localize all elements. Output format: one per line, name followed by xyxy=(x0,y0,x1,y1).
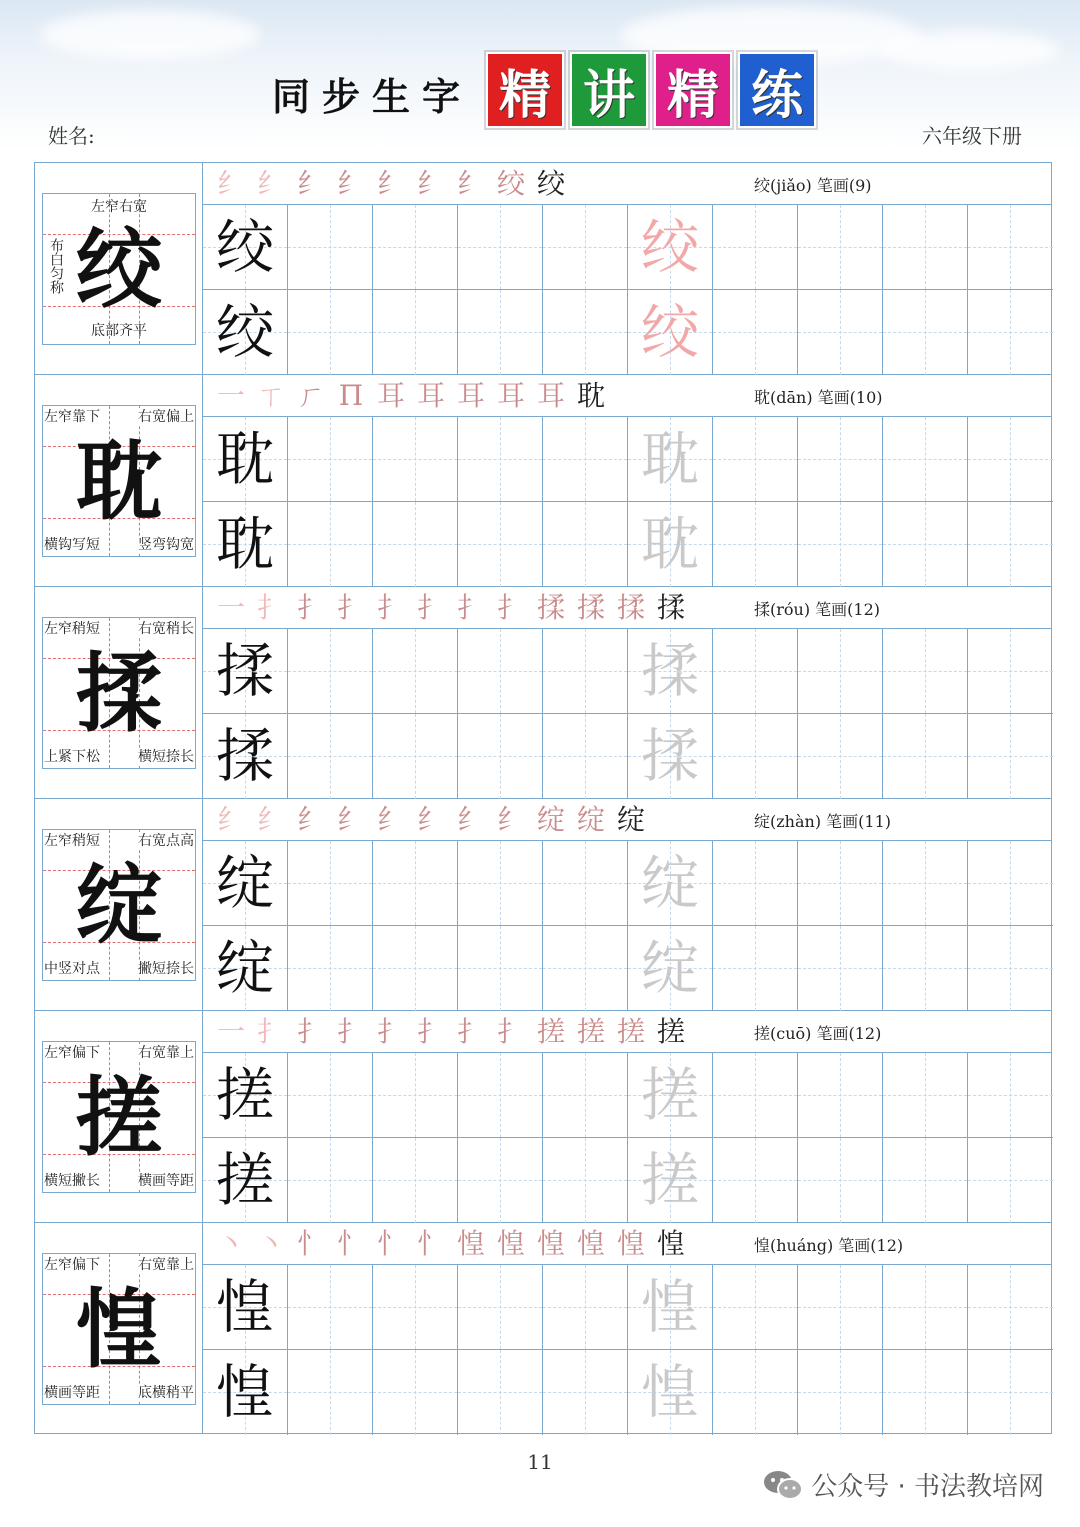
stroke-step: 扌 xyxy=(496,591,525,624)
stroke-step: 扌 xyxy=(256,1015,285,1048)
structure-tip: 底部齐平 xyxy=(91,323,147,339)
writing-cell[interactable] xyxy=(713,417,798,502)
writing-cell[interactable] xyxy=(458,205,543,290)
writing-cell[interactable] xyxy=(713,1265,798,1350)
stroke-step: 纟 xyxy=(296,167,325,200)
stroke-step: 惶 xyxy=(576,1227,605,1260)
writing-cell[interactable] xyxy=(713,714,798,799)
writing-cell[interactable] xyxy=(628,417,713,502)
writing-cell[interactable] xyxy=(543,714,628,799)
stroke-step: 扌 xyxy=(456,591,485,624)
writing-cell[interactable] xyxy=(883,502,968,587)
writing-cell[interactable] xyxy=(798,714,883,799)
wechat-icon xyxy=(763,1469,803,1501)
structure-tip: 竖弯钩宽 xyxy=(138,537,194,553)
stroke-step: 绽 xyxy=(536,803,565,836)
character-info-panel xyxy=(35,587,203,798)
writing-cell[interactable] xyxy=(968,1053,1053,1138)
writing-cell[interactable] xyxy=(203,629,288,714)
writing-cell[interactable] xyxy=(713,290,798,375)
stroke-step: 惶 xyxy=(536,1227,565,1260)
structure-tip: 右宽点高 xyxy=(138,833,194,849)
writing-cell[interactable] xyxy=(373,841,458,926)
structure-tip: 左窄偏下 xyxy=(44,1045,100,1061)
stroke-step: 扌 xyxy=(416,1015,445,1048)
writing-cell[interactable] xyxy=(373,1350,458,1435)
writing-cell[interactable] xyxy=(968,714,1053,799)
model-character: 绽 xyxy=(76,855,162,956)
stroke-step: 耳 xyxy=(416,379,445,412)
stroke-order-row xyxy=(203,375,1051,417)
stroke-step: 搓 xyxy=(616,1015,645,1048)
stroke-step: ㄏ xyxy=(296,379,325,412)
watermark xyxy=(763,1466,1044,1503)
watermark-text: 公众号 · 书法教培网 xyxy=(811,1472,1044,1502)
stroke-step: 忄 xyxy=(416,1227,445,1260)
page-number: 11 xyxy=(527,1450,553,1474)
writing-cell[interactable] xyxy=(968,1265,1053,1350)
writing-cell[interactable] xyxy=(288,926,373,1011)
character-block xyxy=(35,163,1051,375)
stroke-step: 耳 xyxy=(536,379,565,412)
example-character: 搓 xyxy=(215,1061,274,1129)
writing-cell[interactable] xyxy=(883,417,968,502)
stroke-step: 耽 xyxy=(576,379,605,412)
writing-cell[interactable] xyxy=(203,502,288,587)
writing-cell[interactable] xyxy=(968,841,1053,926)
pinyin-stroke-count: 惶(huáng) 笔画(12) xyxy=(754,1236,904,1255)
writing-cell[interactable] xyxy=(543,290,628,375)
writing-cell[interactable] xyxy=(883,290,968,375)
writing-cell[interactable] xyxy=(288,417,373,502)
structure-tip: 右宽靠上 xyxy=(138,1045,194,1061)
writing-cell[interactable] xyxy=(543,1053,628,1138)
writing-cell[interactable] xyxy=(968,502,1053,587)
example-character: 绞 xyxy=(215,213,274,281)
writing-cell[interactable] xyxy=(543,417,628,502)
practice-sheet xyxy=(34,162,1052,1434)
title-badge-1: 精 xyxy=(486,52,564,128)
pinyin-stroke-count: 揉(róu) 笔画(12) xyxy=(754,600,881,619)
writing-cell[interactable] xyxy=(288,205,373,290)
writing-cell[interactable] xyxy=(458,714,543,799)
writing-cell[interactable] xyxy=(628,926,713,1011)
stroke-step: 纟 xyxy=(256,803,285,836)
trace-character: 绞 xyxy=(640,213,699,281)
title-badge-2: 讲 xyxy=(570,52,648,128)
stroke-order-row xyxy=(203,163,1051,205)
writing-cell[interactable] xyxy=(203,1053,288,1138)
structure-tip: 横钩写短 xyxy=(44,537,100,553)
writing-cell[interactable] xyxy=(288,502,373,587)
writing-cell[interactable] xyxy=(203,1138,288,1223)
stroke-step: 惶 xyxy=(496,1227,525,1260)
writing-cell[interactable] xyxy=(628,290,713,375)
character-info-panel xyxy=(35,1223,203,1434)
example-character: 揉 xyxy=(215,637,274,705)
stroke-step: 搓 xyxy=(656,1015,685,1048)
writing-cell[interactable] xyxy=(288,1350,373,1435)
stroke-order-row xyxy=(203,587,1051,629)
writing-cell[interactable] xyxy=(203,205,288,290)
model-character: 耽 xyxy=(76,431,162,532)
stroke-step: 揉 xyxy=(616,591,645,624)
stroke-order-row xyxy=(203,799,1051,841)
writing-cell[interactable] xyxy=(968,417,1053,502)
example-character: 搓 xyxy=(215,1146,274,1214)
stroke-step: 一 xyxy=(216,591,245,624)
structure-card xyxy=(42,1253,196,1405)
writing-cell[interactable] xyxy=(288,1138,373,1223)
writing-cell[interactable] xyxy=(798,290,883,375)
character-block xyxy=(35,1011,1051,1223)
stroke-order-row xyxy=(203,1011,1051,1053)
writing-cell[interactable] xyxy=(543,502,628,587)
writing-cell[interactable] xyxy=(458,502,543,587)
stroke-step: 扌 xyxy=(376,591,405,624)
character-block xyxy=(35,375,1051,587)
writing-cell[interactable] xyxy=(713,205,798,290)
trace-character: 耽 xyxy=(640,425,699,493)
writing-cell[interactable] xyxy=(203,417,288,502)
stroke-step: 纟 xyxy=(376,803,405,836)
character-info-panel xyxy=(35,1011,203,1222)
writing-cell[interactable] xyxy=(288,714,373,799)
structure-tip: 左窄偏下 xyxy=(44,1257,100,1273)
stroke-step: 忄 xyxy=(336,1227,365,1260)
stroke-step: 纟 xyxy=(216,803,245,836)
writing-cell[interactable] xyxy=(883,1350,968,1435)
writing-cell[interactable] xyxy=(628,841,713,926)
writing-cell[interactable] xyxy=(543,629,628,714)
writing-cell[interactable] xyxy=(203,841,288,926)
writing-cell[interactable] xyxy=(458,841,543,926)
stroke-order-row xyxy=(203,1223,1051,1265)
writing-cell[interactable] xyxy=(798,1265,883,1350)
writing-cell[interactable] xyxy=(883,926,968,1011)
writing-cell[interactable] xyxy=(798,417,883,502)
stroke-step: 揉 xyxy=(536,591,565,624)
writing-cell[interactable] xyxy=(713,502,798,587)
writing-cell[interactable] xyxy=(628,205,713,290)
stroke-step: 扌 xyxy=(336,1015,365,1048)
stroke-step: 扌 xyxy=(296,591,325,624)
stroke-step: 丶 xyxy=(216,1227,245,1260)
writing-cell[interactable] xyxy=(373,1138,458,1223)
structure-tip: 上紧下松 xyxy=(44,749,100,765)
writing-cell[interactable] xyxy=(968,629,1053,714)
trace-character: 绽 xyxy=(640,934,699,1002)
stroke-step: 纟 xyxy=(296,803,325,836)
stroke-step: 纟 xyxy=(256,167,285,200)
writing-cell[interactable] xyxy=(288,1053,373,1138)
writing-cell[interactable] xyxy=(288,841,373,926)
stroke-step: 惶 xyxy=(456,1227,485,1260)
writing-cell[interactable] xyxy=(883,714,968,799)
stroke-step: 扌 xyxy=(456,1015,485,1048)
writing-cell[interactable] xyxy=(883,629,968,714)
structure-tip: 中竖对点 xyxy=(44,961,100,977)
writing-cell[interactable] xyxy=(458,417,543,502)
writing-cell[interactable] xyxy=(203,1265,288,1350)
structure-tip: 左窄靠下 xyxy=(44,409,100,425)
pinyin-stroke-count: 绞(jiǎo) 笔画(9) xyxy=(754,176,872,195)
writing-cell[interactable] xyxy=(798,926,883,1011)
structure-card xyxy=(42,617,196,769)
pinyin-stroke-count: 耽(dān) 笔画(10) xyxy=(754,388,883,407)
writing-cell[interactable] xyxy=(543,841,628,926)
character-block xyxy=(35,587,1051,799)
writing-cell[interactable] xyxy=(373,502,458,587)
title-badge-3: 精 xyxy=(654,52,732,128)
trace-character: 绽 xyxy=(640,849,699,917)
writing-cell[interactable] xyxy=(203,714,288,799)
writing-cell[interactable] xyxy=(628,502,713,587)
pinyin-stroke-count: 绽(zhàn) 笔画(11) xyxy=(754,812,891,831)
stroke-step: 耳 xyxy=(456,379,485,412)
writing-cell[interactable] xyxy=(628,629,713,714)
stroke-step: 搓 xyxy=(536,1015,565,1048)
structure-tip: 横画等距 xyxy=(138,1173,194,1189)
writing-cell[interactable] xyxy=(968,205,1053,290)
stroke-step: 耳 xyxy=(496,379,525,412)
example-character: 绞 xyxy=(215,298,274,366)
writing-cell[interactable] xyxy=(543,205,628,290)
writing-cell[interactable] xyxy=(798,629,883,714)
writing-cell[interactable] xyxy=(713,1350,798,1435)
model-character: 惶 xyxy=(76,1279,162,1380)
writing-cell[interactable] xyxy=(798,1350,883,1435)
writing-cell[interactable] xyxy=(628,1265,713,1350)
title-badges xyxy=(486,52,816,128)
writing-cell[interactable] xyxy=(798,841,883,926)
page-title: 同步生字 xyxy=(272,75,473,119)
trace-character: 耽 xyxy=(640,510,699,578)
writing-cell[interactable] xyxy=(458,629,543,714)
stroke-step: 搓 xyxy=(576,1015,605,1048)
stroke-step: 扌 xyxy=(336,591,365,624)
stroke-step: 纟 xyxy=(496,803,525,836)
stroke-step: 纟 xyxy=(416,803,445,836)
writing-cell[interactable] xyxy=(713,926,798,1011)
stroke-step: 惶 xyxy=(616,1227,645,1260)
writing-cell[interactable] xyxy=(458,926,543,1011)
stroke-step: 绽 xyxy=(576,803,605,836)
writing-cell[interactable] xyxy=(458,290,543,375)
stroke-step: 丶 xyxy=(256,1227,285,1260)
writing-cell[interactable] xyxy=(543,1350,628,1435)
stroke-step: 绞 xyxy=(536,167,565,200)
writing-cell[interactable] xyxy=(883,1265,968,1350)
writing-cell[interactable] xyxy=(373,417,458,502)
example-character: 绽 xyxy=(215,849,274,917)
structure-tip: 撇短捺长 xyxy=(138,961,194,977)
stroke-step: 绽 xyxy=(616,803,645,836)
structure-tip: 左窄稍短 xyxy=(44,833,100,849)
pinyin-stroke-count: 搓(cuō) 笔画(12) xyxy=(754,1024,882,1043)
writing-cell[interactable] xyxy=(968,926,1053,1011)
structure-card xyxy=(42,405,196,557)
stroke-step: 扌 xyxy=(496,1015,525,1048)
trace-character: 揉 xyxy=(640,722,699,790)
stroke-step: 纟 xyxy=(336,167,365,200)
writing-cell[interactable] xyxy=(883,1138,968,1223)
model-character: 绞 xyxy=(76,219,162,320)
trace-character: 绞 xyxy=(640,298,699,366)
writing-cell[interactable] xyxy=(798,1053,883,1138)
writing-cell[interactable] xyxy=(373,205,458,290)
stroke-step: 纟 xyxy=(336,803,365,836)
character-info-panel xyxy=(35,799,203,1010)
stroke-step: 扌 xyxy=(376,1015,405,1048)
stroke-step: 忄 xyxy=(296,1227,325,1260)
structure-tip: 右宽靠上 xyxy=(138,1257,194,1273)
structure-tip: 左窄右宽 xyxy=(91,199,147,215)
structure-tip: 横短捺长 xyxy=(138,749,194,765)
writing-cell[interactable] xyxy=(373,290,458,375)
trace-character: 揉 xyxy=(640,637,699,705)
structure-tip: 横画等距 xyxy=(44,1385,100,1401)
writing-cell[interactable] xyxy=(203,290,288,375)
stroke-step: 一 xyxy=(216,379,245,412)
writing-cell[interactable] xyxy=(968,1350,1053,1435)
writing-cell[interactable] xyxy=(968,1138,1053,1223)
character-info-panel xyxy=(35,163,203,374)
writing-cell[interactable] xyxy=(373,926,458,1011)
writing-cell[interactable] xyxy=(968,290,1053,375)
writing-cell[interactable] xyxy=(713,629,798,714)
writing-cell[interactable] xyxy=(798,502,883,587)
stroke-step: 耳 xyxy=(376,379,405,412)
stroke-step: 纟 xyxy=(456,167,485,200)
writing-cell[interactable] xyxy=(883,1053,968,1138)
stroke-step: 纟 xyxy=(456,803,485,836)
trace-character: 搓 xyxy=(640,1146,699,1214)
writing-cell[interactable] xyxy=(628,1138,713,1223)
trace-character: 搓 xyxy=(640,1061,699,1129)
writing-cell[interactable] xyxy=(458,1350,543,1435)
stroke-step: 纟 xyxy=(376,167,405,200)
writing-cell[interactable] xyxy=(543,1138,628,1223)
trace-character: 惶 xyxy=(640,1273,699,1341)
example-character: 惶 xyxy=(215,1273,274,1341)
structure-tip: 右宽稍长 xyxy=(138,621,194,637)
structure-card xyxy=(42,193,196,345)
writing-cell[interactable] xyxy=(798,1138,883,1223)
stroke-step: 揉 xyxy=(576,591,605,624)
stroke-step: 绞 xyxy=(496,167,525,200)
trace-character: 惶 xyxy=(640,1358,699,1426)
character-block xyxy=(35,1223,1051,1435)
writing-cell[interactable] xyxy=(543,926,628,1011)
stroke-step: 扌 xyxy=(296,1015,325,1048)
writing-cell[interactable] xyxy=(288,1265,373,1350)
example-character: 揉 xyxy=(215,722,274,790)
writing-cell[interactable] xyxy=(373,1053,458,1138)
writing-cell[interactable] xyxy=(203,1350,288,1435)
stroke-step: 纟 xyxy=(416,167,445,200)
stroke-step: Π xyxy=(338,379,364,412)
writing-cell[interactable] xyxy=(373,1265,458,1350)
writing-cell[interactable] xyxy=(373,629,458,714)
model-character: 搓 xyxy=(76,1067,162,1168)
writing-cell[interactable] xyxy=(458,1138,543,1223)
stroke-step: 揉 xyxy=(656,591,685,624)
name-label: 姓名: xyxy=(48,124,95,148)
writing-cell[interactable] xyxy=(713,1138,798,1223)
structure-tip: 左窄稍短 xyxy=(44,621,100,637)
structure-tip: 底横稍平 xyxy=(138,1385,194,1401)
structure-tip: 右宽偏上 xyxy=(138,409,194,425)
stroke-step: 忄 xyxy=(376,1227,405,1260)
structure-tip: 横短撇长 xyxy=(44,1173,100,1189)
writing-cell[interactable] xyxy=(628,1053,713,1138)
grade-label: 六年级下册 xyxy=(922,124,1022,148)
writing-cell[interactable] xyxy=(628,714,713,799)
writing-cell[interactable] xyxy=(883,841,968,926)
writing-cell[interactable] xyxy=(543,1265,628,1350)
example-character: 绽 xyxy=(215,934,274,1002)
writing-cell[interactable] xyxy=(288,290,373,375)
title-badge-4: 练 xyxy=(738,52,816,128)
writing-cell[interactable] xyxy=(883,205,968,290)
writing-cell[interactable] xyxy=(628,1350,713,1435)
example-character: 耽 xyxy=(215,510,274,578)
writing-cell[interactable] xyxy=(713,841,798,926)
stroke-step: 扌 xyxy=(416,591,445,624)
structure-card xyxy=(42,829,196,981)
stroke-step: ㄒ xyxy=(256,379,285,412)
stroke-step: 惶 xyxy=(656,1227,685,1260)
writing-cell[interactable] xyxy=(458,1265,543,1350)
example-character: 惶 xyxy=(215,1358,274,1426)
model-character: 揉 xyxy=(76,643,162,744)
character-info-panel xyxy=(35,375,203,586)
writing-cell[interactable] xyxy=(458,1053,543,1138)
writing-cell[interactable] xyxy=(203,926,288,1011)
example-character: 耽 xyxy=(215,425,274,493)
writing-cell[interactable] xyxy=(713,1053,798,1138)
writing-cell[interactable] xyxy=(288,629,373,714)
character-block xyxy=(35,799,1051,1011)
stroke-step: 一 xyxy=(216,1015,245,1048)
writing-cell[interactable] xyxy=(798,205,883,290)
writing-cell[interactable] xyxy=(373,714,458,799)
stroke-step: 纟 xyxy=(216,167,245,200)
structure-tip: 布白匀称 xyxy=(48,238,64,294)
stroke-step: 扌 xyxy=(256,591,285,624)
structure-card xyxy=(42,1041,196,1193)
